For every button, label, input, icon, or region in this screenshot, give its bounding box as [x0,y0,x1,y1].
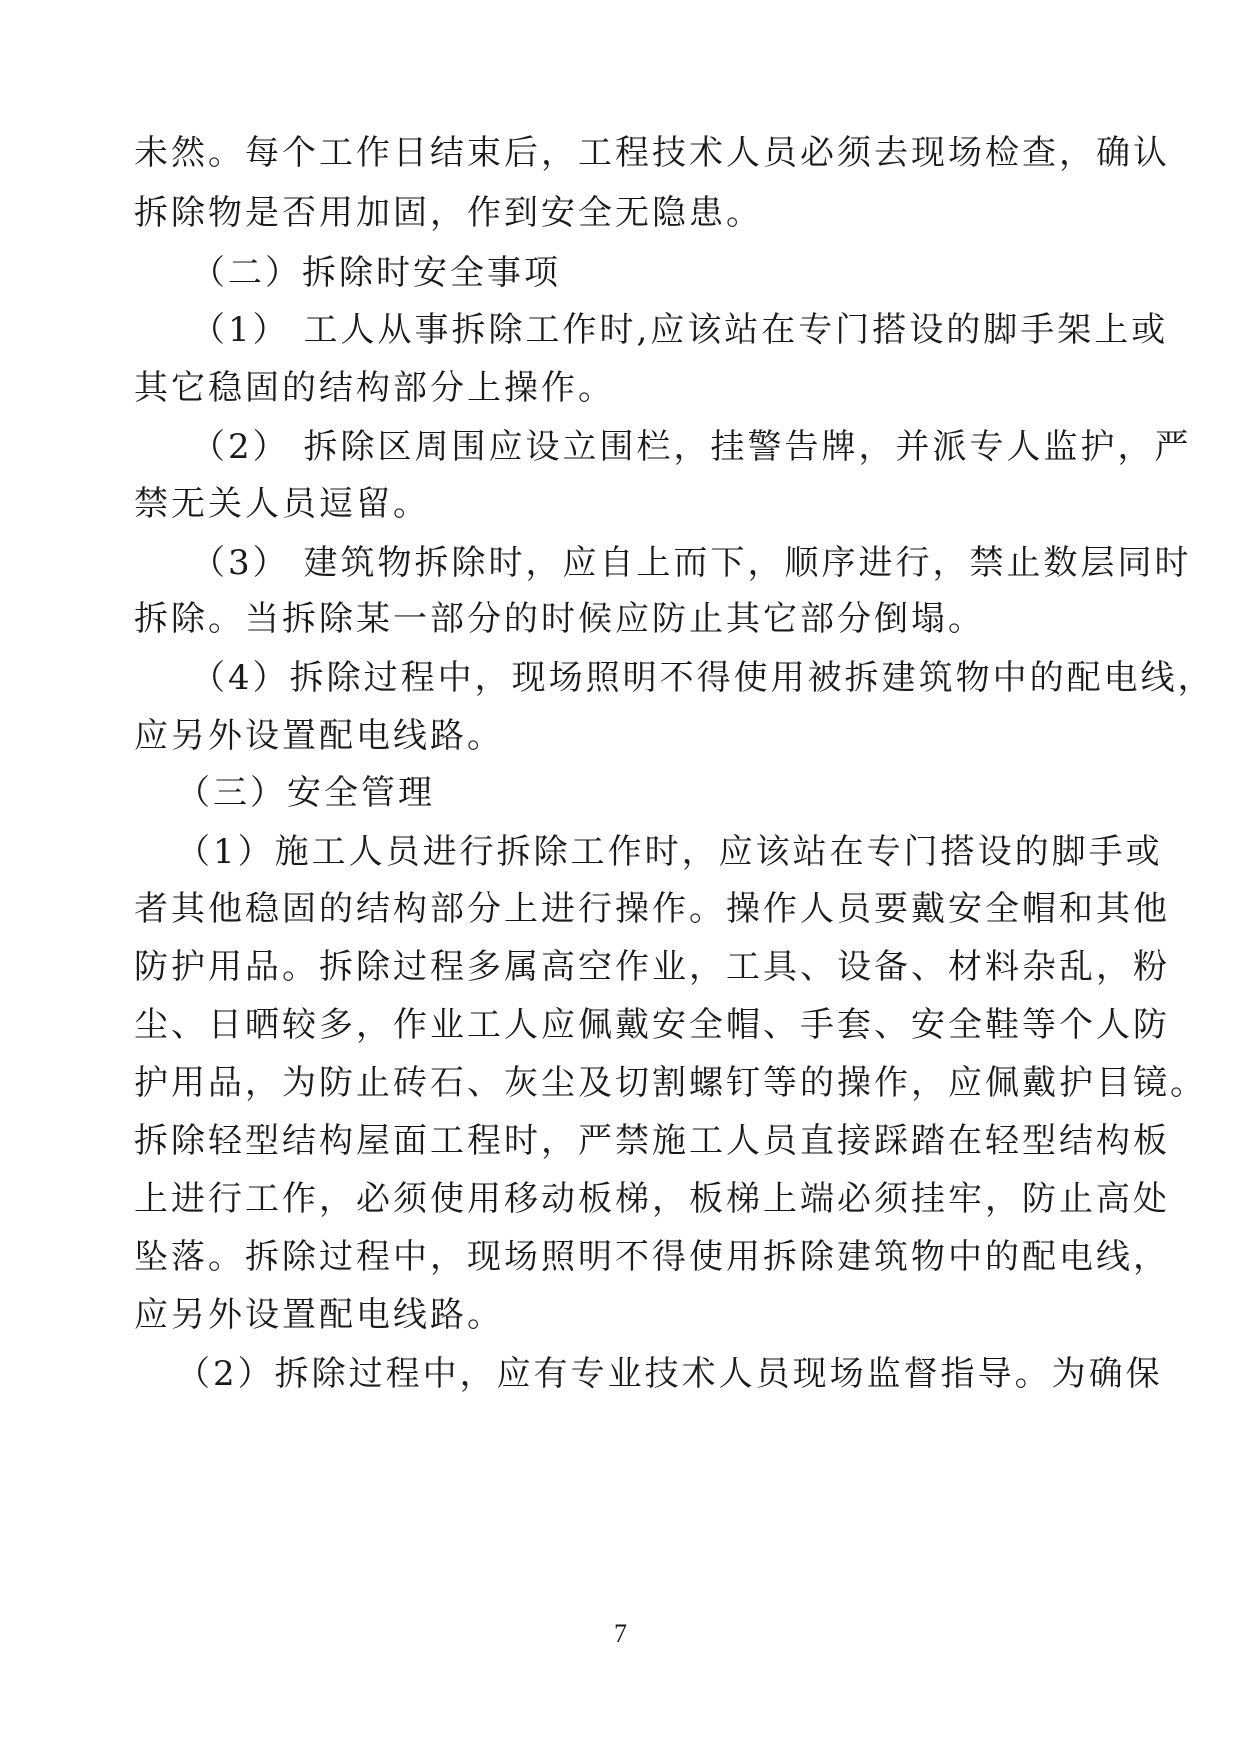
text-line: （2）拆除过程中，应有专业技术人员现场监督指导。为确保 [176,1354,1163,1394]
text-line: 护用品，为防止砖石、灰尘及切割螺钉等的操作，应佩戴护目镜。 [134,1063,1207,1103]
text-line: （1）施工人员进行拆除工作时，应该站在专门搭设的脚手或 [176,832,1163,872]
text-line: 其它稳固的结构部分上操作。 [134,368,615,408]
text-line: 拆除。当拆除某一部分的时候应防止其它部分倒塌。 [134,599,985,639]
text-line: 尘、日晒较多，作业工人应佩戴安全帽、手套、安全鞋等个人防 [134,1005,1170,1045]
text-line: 禁无关人员逗留。 [134,484,430,524]
text-line: 未然。每个工作日结束后，工程技术人员必须去现场检查，确认 [134,133,1170,173]
text-line: 拆除物是否用加固，作到安全无隐患。 [134,193,763,233]
text-line: 拆除轻型结构屋面工程时，严禁施工人员直接踩踏在轻型结构板 [134,1121,1170,1161]
section-heading: （三）安全管理 [176,773,435,813]
page-number: 7 [614,1619,627,1648]
text-line: （3） 建筑物拆除时，应自上而下，顺序进行，禁止数层同时 [191,543,1192,583]
text-line: 应另外设置配电线路。 [134,716,504,756]
text-line: 者其他稳固的结构部分上进行操作。操作人员要戴安全帽和其他 [134,889,1170,929]
text-line: （1） 工人从事拆除工作时,应该站在专门搭设的脚手架上或 [191,310,1169,350]
text-line: 上进行工作，必须使用移动板梯，板梯上端必须挂牢，防止高处 [134,1179,1170,1219]
text-line: 坠落。拆除过程中，现场照明不得使用拆除建筑物中的配电线， [134,1237,1170,1277]
section-heading: （二）拆除时安全事项 [191,253,561,293]
text-line: 防护用品。拆除过程多属高空作业，工具、设备、材料杂乱，粉 [134,947,1170,987]
text-line: （2） 拆除区周围应设立围栏，挂警告牌，并派专人监护，严 [191,427,1192,467]
text-line: （4）拆除过程中，现场照明不得使用被拆建筑物中的配电线， [191,658,1215,698]
text-line: 应另外设置配电线路。 [134,1295,504,1335]
